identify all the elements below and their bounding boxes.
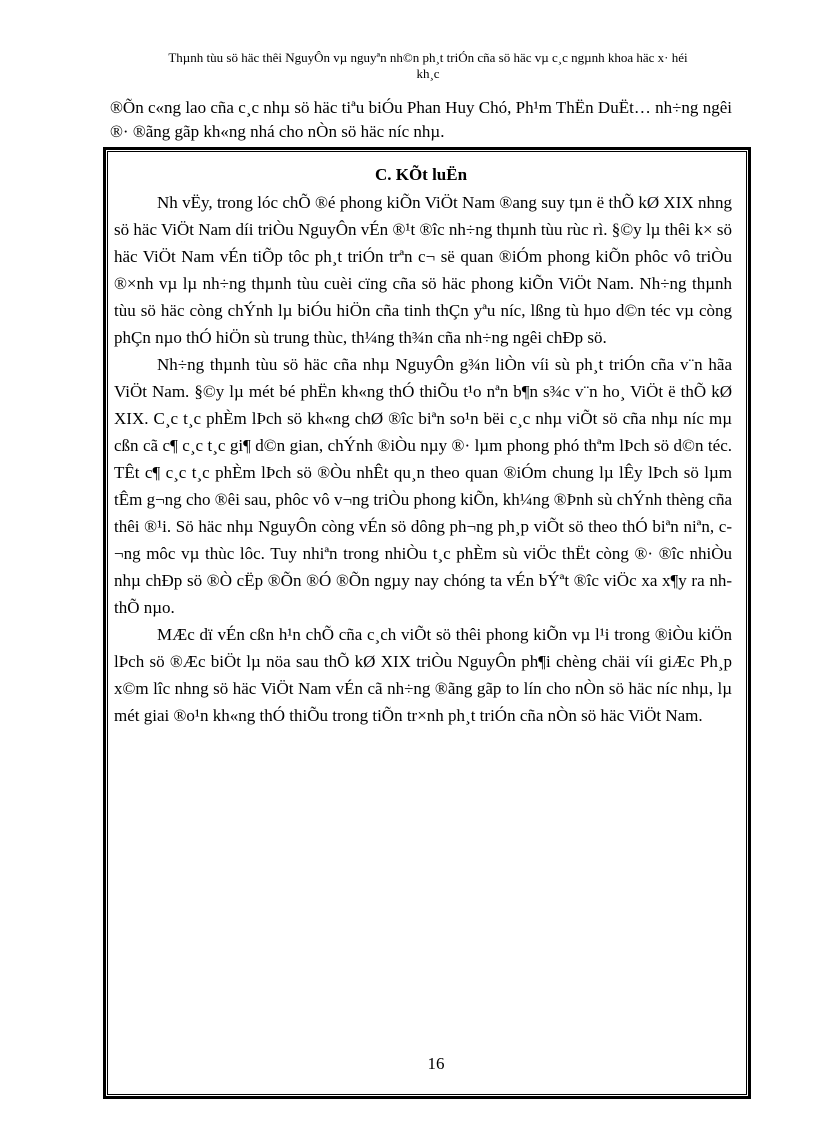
section-body xyxy=(114,189,732,729)
page-number: 16 xyxy=(427,1054,445,1073)
running-header xyxy=(118,50,738,82)
running-header-line-1: Thµnh tùu sö häc thêi NguyÔn vµ nguyªn nh©n ph¸t triÓn cña sö häc vµ c¸c ngµnh khoa häc x· héi xyxy=(168,50,688,65)
body-paragraph-1: Nh vËy, trong lóc chÕ ®é phong kiÕn ViÖt Nam ®ang suy tµn ë thÕ kØ XIX nhng sö häc ViÖt Nam díi triÒu NguyÔn vÉn ®¹t ®îc nh÷ng thµnh tùu rùc rì. §©y lµ thêi k× sö häc ViÖt Nam vÉn tiÕp tôc ph¸t triÓn trªn c¬ së quan ®iÓm phong kiÕn phôc vô triÒu ®×nh vµ lµ nh÷ng thµnh tùu cuèi cïng cña sö häc phong kiÕn ViÖt Nam. Nh÷ng thµnh tùu sö häc còng chÝnh lµ biÓu hiÖn cña tinh thÇn yªu níc, lßng tù hµo d©n téc vµ còng phÇn nµo thÓ hiÖn sù trung thùc, th¼ng th¾n cña nh÷ng ngêi chÐp sö. xyxy=(114,193,732,347)
body-paragraph-2: Nh÷ng thµnh tùu sö häc cña nhµ NguyÔn g¾n liÒn víi sù ph¸t triÓn cña v¨n hãa ViÖt Nam. §©y lµ mét bé phËn kh«ng thÓ thiÕu t¹o nªn b¶n s¾c v¨n ho¸ ViÖt ë thÕ kØ XIX. C¸c t¸c phÈm lÞch sö kh«ng chØ ®îc biªn so¹n bëi c¸c nhµ viÕt sö cña nhµ níc mµ cßn cã c¶ c¸c t¸c gi¶ d©n gian, chÝnh ®iÒu nµy ®· lµm phong phó thªm lÞch sö d©n téc. TÊt c¶ c¸c t¸c phÈm lÞch sö ®Òu nhÊt qu¸n theo quan ®iÓm chung lµ lÊy lÞch sö lµm tÊm g¬ng cho ®êi sau, phôc vô v¬ng triÒu phong kiÕn, kh¼ng ®Þnh sù chÝnh thèng cña thêi ®¹i. Sö häc nhµ NguyÔn còng vÉn sö dông ph¬ng ph¸p viÕt sö theo thÓ biªn niªn, c¬ng môc vµ thùc lôc. Tuy nhiªn trong nhiÒu t¸c phÈm sù viÖc thËt còng ®· ®îc nhiÒu nhµ chÐp sö ®Ò cËp ®Õn ®Ó ®Õn ngµy nay chóng ta vÉn bÝªt ®îc viÖc xa x¶y ra nh thÕ nµo. xyxy=(114,355,732,617)
lead-paragraph: ®Õn c«ng lao cña c¸c nhµ sö häc tiªu biÓu Phan Huy Chó, Ph¹m ThËn DuËt… nh÷ng ngêi ®· ®ãng gãp kh«ng nhá cho nÒn sö häc níc nhµ. xyxy=(110,98,732,141)
running-header-line-2: kh¸c xyxy=(416,66,440,81)
section-heading: C. KÕt luËn xyxy=(374,165,468,184)
body-paragraph-3: MÆc dï vÉn cßn h¹n chÕ cña c¸ch viÕt sö thêi phong kiÕn vµ l¹i trong ®iÒu kiÖn lÞch sö ®Æc biÖt lµ nöa sau thÕ kØ XIX triÒu NguyÔn ph¶i chèng chäi víi giÆc Ph¸p x©m lîc nhng sö häc ViÖt Nam vÉn cã nh÷ng ®ãng gãp to lín cho nÒn sö häc níc nhµ, lµ mét giai ®o¹n kh«ng thÓ thiÕu trong tiÕn tr×nh ph¸t triÓn cña nÒn sö häc ViÖt Nam. xyxy=(114,625,732,725)
